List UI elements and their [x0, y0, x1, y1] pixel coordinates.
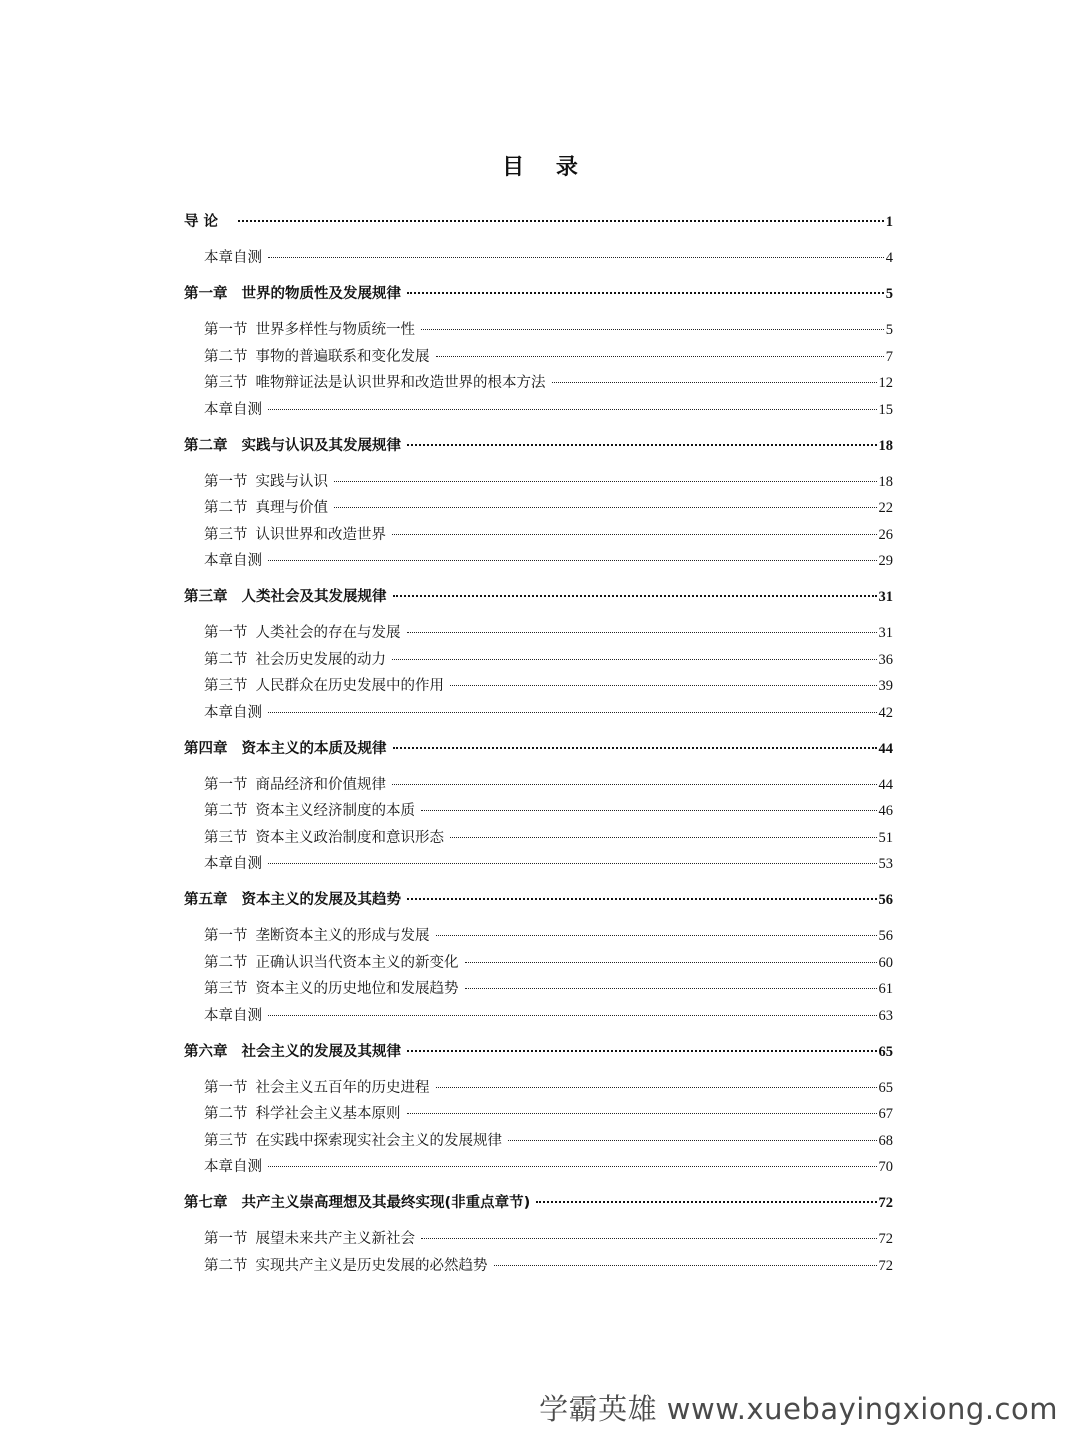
toc-section-row[interactable] [184, 1226, 893, 1253]
watermark: 学霸英雄 www.xuebayingxiong.com [539, 1392, 1058, 1426]
toc-section-row[interactable] [184, 950, 893, 977]
page-number: 63 [878, 1007, 893, 1024]
page-number: 22 [878, 500, 893, 516]
page-number: 7 [885, 348, 893, 365]
toc-entry-label [204, 370, 546, 397]
toc-section-row[interactable] [184, 1075, 893, 1102]
section-title: 本章自测 [204, 704, 262, 721]
page-number: 18 [878, 437, 893, 454]
toc-section-row[interactable] [184, 370, 893, 397]
section-title: 本章自测 [204, 1159, 262, 1175]
section-title: 商品经济和价值规律 [255, 776, 386, 793]
page-number: 44 [878, 740, 893, 757]
toc-section-row[interactable] [184, 1101, 893, 1128]
chapter-number: 第六章 [184, 1043, 228, 1060]
dot-leader [494, 1264, 877, 1266]
toc-entry-label [204, 317, 415, 344]
section-title: 资本主义政治制度和意识形态 [255, 829, 444, 846]
section-number: 第三节 [204, 678, 248, 694]
page-number: 26 [878, 526, 893, 543]
toc-entry-label [204, 923, 430, 950]
toc-entry-label [204, 825, 444, 852]
chapter-title: 共产主义崇高理想及其最终实现(非重点章节) [241, 1195, 531, 1211]
page-number: 42 [878, 704, 893, 721]
toc-section-row[interactable] [184, 976, 893, 1003]
toc-section-row[interactable] [184, 851, 893, 885]
page-number: 36 [878, 651, 893, 668]
dot-leader [238, 219, 884, 222]
toc-entry-label [204, 1075, 430, 1102]
section-number: 第二节 [204, 651, 248, 668]
section-number: 第三节 [204, 375, 248, 391]
section-number: 第二节 [204, 1257, 248, 1274]
section-number: 第三节 [204, 1132, 248, 1149]
section-title: 本章自测 [204, 401, 262, 418]
section-title: 真理与价值 [255, 500, 328, 516]
toc-entry-label [204, 522, 386, 549]
chapter-title: 世界的物质性及发展规律 [241, 286, 401, 302]
page-number: 70 [878, 1159, 893, 1175]
section-title: 资本主义的历史地位和发展趋势 [255, 981, 459, 997]
section-number: 第一节 [204, 1231, 248, 1247]
toc-entry-label [184, 431, 401, 461]
toc-section-row[interactable] [184, 798, 893, 825]
dot-leader [334, 480, 877, 482]
toc-entry-label [184, 279, 401, 309]
dot-leader [268, 1014, 877, 1016]
section-title: 人民群众在历史发展中的作用 [255, 678, 444, 694]
dot-leader [436, 1086, 877, 1088]
table-of-contents [184, 207, 893, 1279]
toc-section-row[interactable] [184, 673, 893, 700]
toc-chapter-row[interactable] [184, 431, 893, 469]
dot-leader [393, 746, 877, 749]
toc-section-row[interactable] [184, 620, 893, 647]
page-number: 68 [878, 1132, 893, 1149]
chapter-number: 第七章 [184, 1195, 228, 1211]
dot-leader [465, 961, 877, 963]
page-number: 46 [878, 803, 893, 819]
toc-entry-label [204, 344, 430, 371]
toc-section-row[interactable] [184, 522, 893, 549]
dot-leader [392, 533, 877, 535]
toc-section-row[interactable] [184, 1128, 893, 1155]
dot-leader [421, 1237, 877, 1239]
section-title: 展望未来共产主义新社会 [255, 1231, 415, 1247]
section-title: 正确认识当代资本主义的新变化 [255, 954, 459, 971]
page-number: 31 [878, 625, 893, 641]
dot-leader [421, 328, 884, 330]
dot-leader [393, 594, 877, 597]
chapter-number: 导 论 [184, 214, 219, 230]
page-number: 67 [878, 1106, 893, 1122]
section-title: 唯物辩证法是认识世界和改造世界的根本方法 [255, 375, 546, 391]
dot-leader [436, 934, 877, 936]
dot-leader [407, 1112, 877, 1114]
toc-section-row[interactable] [184, 1154, 893, 1188]
toc-entry-label [184, 207, 232, 237]
dot-leader [465, 987, 877, 989]
section-number: 第一节 [204, 322, 248, 338]
page-number: 56 [878, 892, 893, 908]
toc-section-row[interactable] [184, 772, 893, 799]
section-number: 第三节 [204, 829, 248, 846]
toc-section-row[interactable] [184, 495, 893, 522]
toc-chapter-row[interactable] [184, 207, 893, 245]
page-number: 65 [878, 1043, 893, 1060]
toc-entry-label [204, 620, 401, 647]
section-number: 第一节 [204, 928, 248, 944]
section-number: 第二节 [204, 803, 248, 819]
dot-leader [450, 836, 877, 838]
dot-leader [392, 783, 877, 785]
chapter-number: 第一章 [184, 286, 228, 302]
dot-leader [407, 443, 877, 446]
chapter-number: 第三章 [184, 589, 228, 605]
toc-section-row[interactable] [184, 825, 893, 852]
dot-leader [552, 381, 877, 383]
section-number: 第二节 [204, 954, 248, 971]
toc-section-row[interactable] [184, 1253, 893, 1280]
section-title: 垄断资本主义的形成与发展 [255, 928, 430, 944]
toc-section-row[interactable] [184, 647, 893, 674]
page-number: 51 [878, 829, 893, 846]
toc-entry-label [204, 798, 415, 825]
section-title: 本章自测 [204, 856, 262, 872]
dot-leader [268, 256, 884, 258]
dot-leader [334, 506, 877, 508]
dot-leader [392, 658, 877, 660]
page-number: 39 [878, 678, 893, 694]
section-title: 科学社会主义基本原则 [255, 1106, 401, 1122]
dot-leader [421, 809, 877, 811]
chapter-title: 实践与认识及其发展规律 [241, 437, 401, 454]
toc-entry-label [204, 772, 386, 799]
toc-chapter-row[interactable] [184, 279, 893, 317]
section-number: 第一节 [204, 776, 248, 793]
chapter-title: 资本主义的本质及规律 [241, 740, 387, 757]
toc-section-row[interactable] [184, 469, 893, 496]
toc-section-row[interactable] [184, 245, 893, 279]
toc-entry-label [204, 1003, 262, 1030]
toc-entry-label [204, 950, 459, 977]
section-title: 人类社会的存在与发展 [255, 625, 401, 641]
page-number: 1 [885, 214, 893, 230]
page-number: 61 [878, 981, 893, 997]
page-number: 5 [885, 322, 893, 338]
section-number: 第三节 [204, 526, 248, 543]
toc-entry-label [204, 1253, 488, 1280]
toc-entry-label [204, 495, 328, 522]
page-number: 72 [878, 1231, 893, 1247]
chapter-title: 社会主义的发展及其规律 [241, 1043, 401, 1060]
toc-section-row[interactable] [184, 317, 893, 344]
dot-leader [508, 1139, 877, 1141]
toc-chapter-row[interactable] [184, 734, 893, 772]
page-number: 72 [878, 1195, 893, 1211]
toc-entry-label [184, 885, 401, 915]
toc-section-row[interactable] [184, 397, 893, 431]
page-number: 12 [878, 375, 893, 391]
toc-entry-label [204, 976, 459, 1003]
toc-chapter-row[interactable] [184, 1188, 893, 1226]
page-number: 44 [878, 776, 893, 793]
dot-leader [268, 862, 877, 864]
dot-leader [268, 559, 877, 561]
toc-section-row[interactable] [184, 548, 893, 582]
toc-entry-label [204, 469, 328, 496]
page-number: 18 [878, 473, 893, 490]
section-title: 实现共产主义是历史发展的必然趋势 [255, 1257, 488, 1274]
section-title: 社会历史发展的动力 [255, 651, 386, 668]
section-number: 第一节 [204, 473, 248, 490]
toc-entry-label [204, 647, 386, 674]
page-number: 5 [885, 286, 893, 302]
section-title: 实践与认识 [255, 473, 328, 490]
section-title: 本章自测 [204, 1007, 262, 1024]
toc-entry-label [204, 397, 262, 424]
toc-entry-label [184, 734, 387, 764]
toc-entry-label [204, 1101, 401, 1128]
toc-entry-label [184, 582, 387, 612]
section-number: 第一节 [204, 1079, 248, 1096]
dot-leader [268, 408, 877, 410]
toc-section-row[interactable] [184, 700, 893, 734]
section-number: 第三节 [204, 981, 248, 997]
dot-leader [407, 1049, 877, 1052]
toc-section-row[interactable] [184, 923, 893, 950]
dot-leader [536, 1200, 876, 1203]
dot-leader [407, 631, 877, 633]
chapter-number: 第二章 [184, 437, 228, 454]
section-title: 本章自测 [204, 553, 262, 569]
toc-entry-label [204, 548, 262, 575]
toc-entry-label [204, 245, 262, 272]
chapter-number: 第四章 [184, 740, 228, 757]
dot-leader [407, 291, 884, 294]
section-number: 第二节 [204, 348, 248, 365]
toc-section-row[interactable] [184, 1003, 893, 1037]
toc-entry-label [204, 673, 444, 700]
dot-leader [450, 684, 877, 686]
chapter-number: 第五章 [184, 892, 228, 908]
section-title: 社会主义五百年的历史进程 [255, 1079, 430, 1096]
toc-entry-label [184, 1188, 530, 1218]
toc-section-row[interactable] [184, 344, 893, 371]
page-title: 目 录 [502, 155, 590, 180]
page-number: 56 [878, 928, 893, 944]
section-number: 第一节 [204, 625, 248, 641]
page-number: 53 [878, 856, 893, 872]
section-title: 资本主义经济制度的本质 [255, 803, 415, 819]
page-number: 15 [878, 401, 893, 418]
page-number: 29 [878, 553, 893, 569]
dot-leader [436, 355, 884, 357]
toc-entry-label [184, 1037, 401, 1067]
chapter-title: 人类社会及其发展规律 [241, 589, 387, 605]
page-number: 72 [878, 1257, 893, 1274]
toc-entry-label [204, 1154, 262, 1181]
page-number: 4 [885, 250, 893, 266]
section-title: 认识世界和改造世界 [255, 526, 386, 543]
toc-entry-label [204, 700, 262, 727]
toc-entry-label [204, 851, 262, 878]
toc-chapter-row[interactable] [184, 1037, 893, 1075]
section-title: 在实践中探索现实社会主义的发展规律 [255, 1132, 502, 1149]
section-number: 第二节 [204, 1106, 248, 1122]
section-number: 第二节 [204, 500, 248, 516]
chapter-title: 资本主义的发展及其趋势 [241, 892, 401, 908]
page-number: 31 [878, 589, 893, 605]
section-title: 本章自测 [204, 250, 262, 266]
toc-chapter-row[interactable] [184, 885, 893, 923]
section-title: 事物的普遍联系和变化发展 [255, 348, 430, 365]
page-number: 60 [878, 954, 893, 971]
dot-leader [268, 711, 877, 713]
dot-leader [407, 897, 877, 900]
page-number: 65 [878, 1079, 893, 1096]
toc-entry-label [204, 1226, 415, 1253]
dot-leader [268, 1165, 877, 1167]
toc-entry-label [204, 1128, 502, 1155]
toc-chapter-row[interactable] [184, 582, 893, 620]
section-title: 世界多样性与物质统一性 [255, 322, 415, 338]
